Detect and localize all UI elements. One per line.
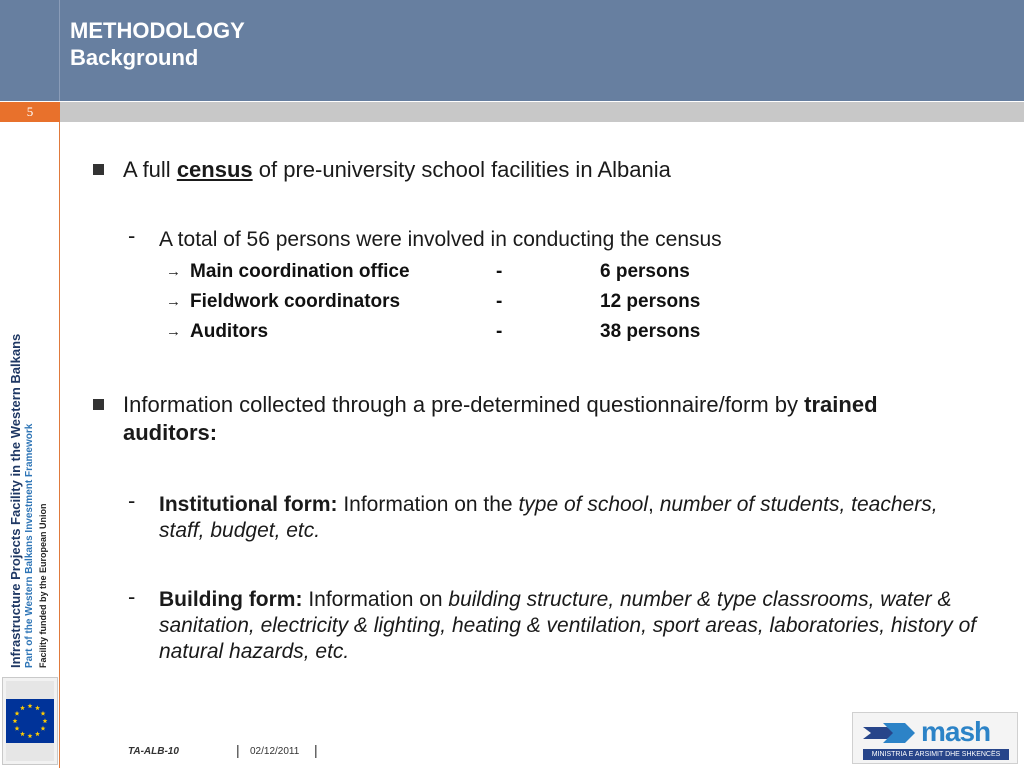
logo-subtitle: MINISTRIA E ARSIMIT DHE SHKENCËS [863, 749, 1009, 760]
mash-logo [852, 712, 1018, 764]
bullet-information-pre: Information collected through a pre-determined questionnaire/form by [123, 392, 805, 417]
building-italic: building structure, number & type classrooms, water & sanitation, electricity & lighting, heating & ventilation, sport areas, laboratories, history of natural hazards, etc. [159, 588, 977, 663]
eu-flag-icon [2, 677, 58, 765]
bullet-census-post: of pre-university school facilities in Albania [252, 157, 671, 182]
title-line-2: Background [70, 45, 199, 70]
mash-logo-mark [861, 721, 919, 747]
staff-role: Fieldwork coordinators [190, 291, 401, 312]
dash-bullet-icon: - [128, 223, 136, 248]
logo-name: mash [921, 716, 991, 747]
square-bullet-icon [93, 164, 104, 175]
square-bullet-icon [93, 399, 104, 410]
side-caption-line-3: Facility funded by the European Union [38, 503, 48, 668]
title-line-1: METHODOLOGY [70, 18, 245, 43]
staff-count: 6 persons [600, 261, 690, 282]
footer-separator: | [236, 742, 240, 758]
side-caption [8, 268, 50, 668]
dash-bullet-icon: - [128, 488, 136, 513]
staff-role: Auditors [190, 321, 269, 342]
bullet-census-pre: A full [123, 157, 177, 182]
header-divider [59, 0, 60, 101]
bullet-information [123, 391, 973, 447]
building-label: Building form: [159, 588, 303, 611]
arrow-right-icon: → [166, 293, 181, 310]
footer-separator: | [314, 742, 318, 758]
arrow-right-icon: → [166, 263, 181, 280]
footer-date: 02/12/2011 [250, 746, 300, 757]
staff-count: 12 persons [600, 291, 701, 312]
staff-count: 38 persons [600, 321, 701, 342]
staff-sep: - [496, 291, 503, 312]
sub-building-form [159, 587, 989, 665]
arrow-right-icon: → [166, 323, 181, 340]
dash-bullet-icon: - [128, 584, 136, 609]
bullet-census [123, 156, 983, 184]
page-number: 5 [0, 102, 60, 122]
sub-total-persons: A total of 56 persons were involved in conducting the census [159, 228, 722, 251]
institutional-italic-2: number of students, teachers, staff, budget, etc. [159, 493, 938, 542]
building-pre: Information on [302, 588, 449, 611]
side-divider [59, 122, 60, 768]
institutional-pre: Information on the [337, 493, 519, 516]
institutional-label: Institutional form: [159, 493, 338, 516]
side-caption-line-2: Part of the Western Balkans Investment Framework [24, 423, 35, 668]
staff-sep: - [496, 261, 503, 282]
institutional-mid: , [648, 493, 660, 516]
grey-band [60, 102, 1024, 122]
side-caption-line-1: Infrastructure Projects Facility in the Western Balkans [8, 333, 23, 668]
staff-sep: - [496, 321, 503, 342]
staff-role: Main coordination office [190, 261, 410, 282]
institutional-italic-1: type of school [518, 493, 649, 516]
bullet-census-emph: census [176, 157, 253, 182]
sub-institutional-form [159, 492, 984, 544]
slide-title [70, 17, 245, 71]
footer-code: TA-ALB-10 [128, 746, 179, 757]
bullet-information-emph: trained auditors: [123, 392, 878, 445]
